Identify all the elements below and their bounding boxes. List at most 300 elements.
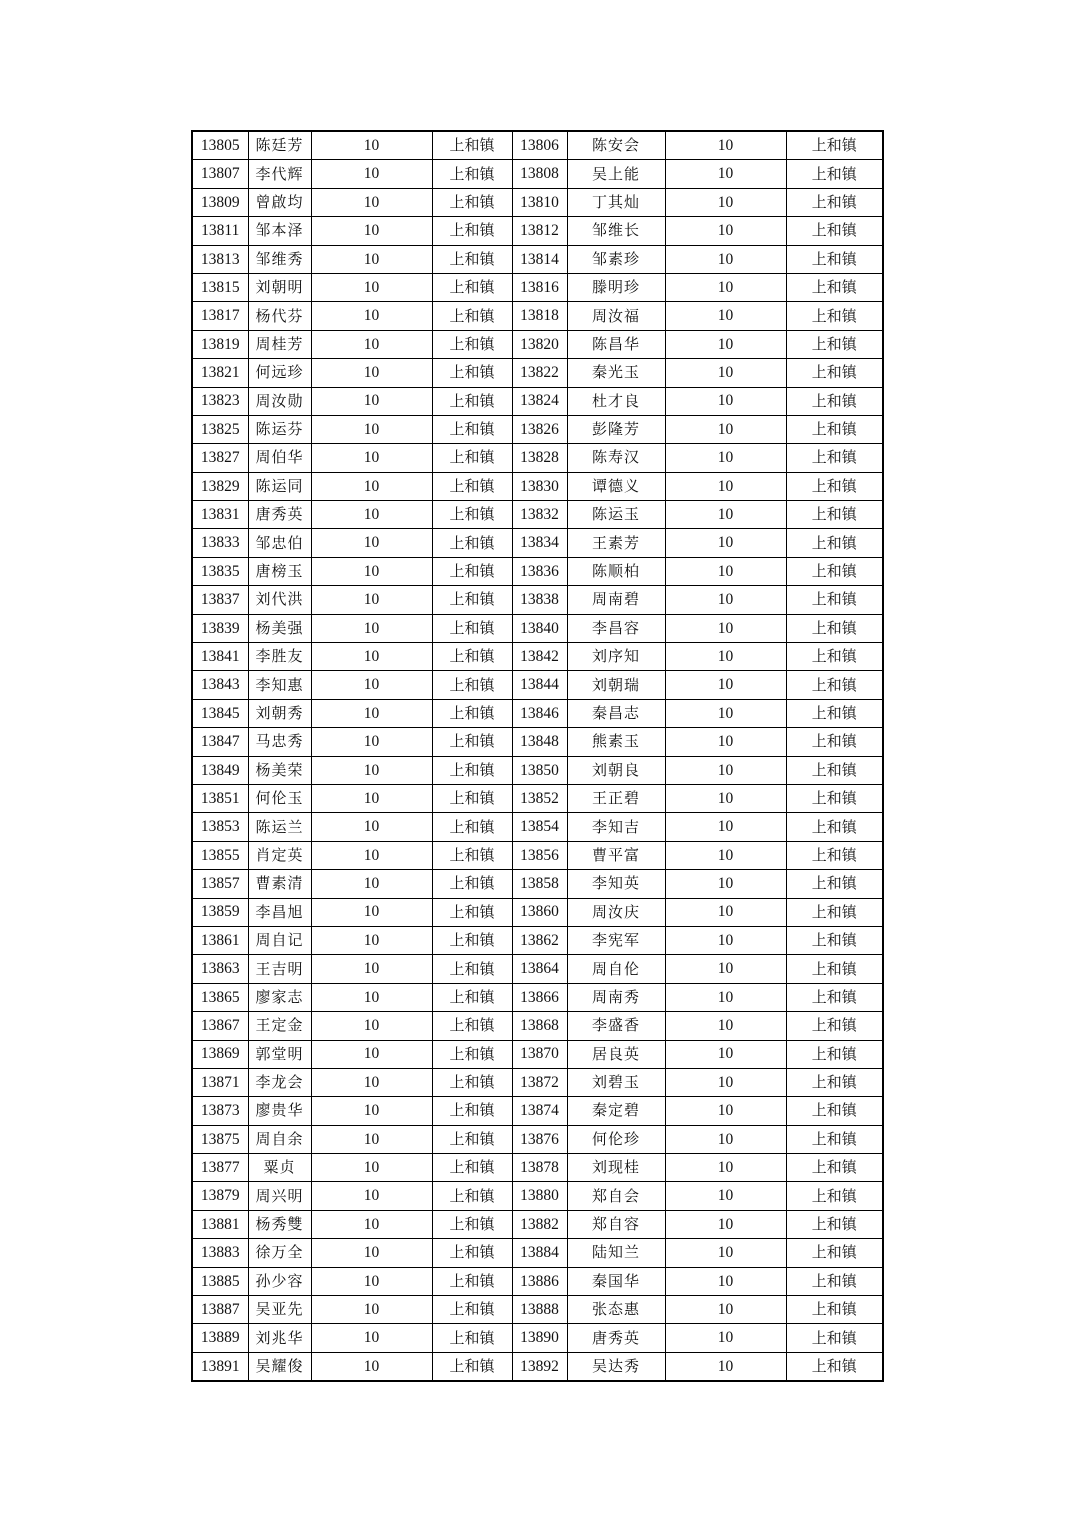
right-town-cell: 上和镇 [786, 359, 883, 387]
left-amount-cell: 10 [311, 1182, 432, 1210]
left-amount-cell: 10 [311, 501, 432, 529]
right-id-cell: 13868 [512, 1012, 567, 1040]
right-name-cell: 刘现桂 [567, 1154, 665, 1182]
table-row [192, 1296, 883, 1324]
right-amount-cell: 10 [665, 273, 786, 301]
left-id-cell: 13843 [192, 671, 248, 699]
left-amount-cell: 10 [311, 756, 432, 784]
right-town-cell: 上和镇 [786, 217, 883, 245]
right-name-cell: 周南碧 [567, 586, 665, 614]
right-amount-cell: 10 [665, 444, 786, 472]
left-name-cell: 粟贞 [248, 1154, 311, 1182]
left-amount-cell: 10 [311, 1154, 432, 1182]
right-amount-cell: 10 [665, 472, 786, 500]
left-amount-cell: 10 [311, 131, 432, 160]
left-town-cell: 上和镇 [432, 1239, 512, 1267]
left-name-cell: 邹维秀 [248, 245, 311, 273]
right-name-cell: 陈寿汉 [567, 444, 665, 472]
right-town-cell: 上和镇 [786, 699, 883, 727]
table-row [192, 898, 883, 926]
left-town-cell: 上和镇 [432, 444, 512, 472]
right-name-cell: 刘碧玉 [567, 1068, 665, 1096]
right-name-cell: 李宪军 [567, 926, 665, 954]
right-town-cell: 上和镇 [786, 841, 883, 869]
right-id-cell: 13830 [512, 472, 567, 500]
right-id-cell: 13832 [512, 501, 567, 529]
right-name-cell: 陈安会 [567, 131, 665, 160]
left-id-cell: 13811 [192, 217, 248, 245]
right-town-cell: 上和镇 [786, 586, 883, 614]
right-town-cell: 上和镇 [786, 387, 883, 415]
right-town-cell: 上和镇 [786, 1352, 883, 1381]
right-name-cell: 王正碧 [567, 784, 665, 812]
right-id-cell: 13844 [512, 671, 567, 699]
right-amount-cell: 10 [665, 1267, 786, 1295]
right-id-cell: 13864 [512, 955, 567, 983]
left-amount-cell: 10 [311, 841, 432, 869]
table-row [192, 1324, 883, 1352]
table-row [192, 756, 883, 784]
right-id-cell: 13890 [512, 1324, 567, 1352]
left-name-cell: 刘朝明 [248, 273, 311, 301]
right-amount-cell: 10 [665, 387, 786, 415]
table-row [192, 614, 883, 642]
left-town-cell: 上和镇 [432, 983, 512, 1011]
left-name-cell: 廖家志 [248, 983, 311, 1011]
right-id-cell: 13826 [512, 415, 567, 443]
right-id-cell: 13808 [512, 160, 567, 188]
left-town-cell: 上和镇 [432, 131, 512, 160]
left-amount-cell: 10 [311, 813, 432, 841]
left-amount-cell: 10 [311, 728, 432, 756]
left-id-cell: 13825 [192, 415, 248, 443]
right-town-cell: 上和镇 [786, 1182, 883, 1210]
table-row [192, 1125, 883, 1153]
left-id-cell: 13823 [192, 387, 248, 415]
left-name-cell: 周汝勋 [248, 387, 311, 415]
right-name-cell: 李知吉 [567, 813, 665, 841]
left-amount-cell: 10 [311, 671, 432, 699]
left-town-cell: 上和镇 [432, 1182, 512, 1210]
right-name-cell: 唐秀英 [567, 1324, 665, 1352]
right-town-cell: 上和镇 [786, 415, 883, 443]
left-town-cell: 上和镇 [432, 330, 512, 358]
table-row [192, 1012, 883, 1040]
right-amount-cell: 10 [665, 1154, 786, 1182]
left-town-cell: 上和镇 [432, 1267, 512, 1295]
left-amount-cell: 10 [311, 1012, 432, 1040]
right-id-cell: 13822 [512, 359, 567, 387]
left-town-cell: 上和镇 [432, 217, 512, 245]
right-amount-cell: 10 [665, 586, 786, 614]
right-name-cell: 陈运玉 [567, 501, 665, 529]
left-amount-cell: 10 [311, 1125, 432, 1153]
left-id-cell: 13809 [192, 188, 248, 216]
right-amount-cell: 10 [665, 557, 786, 585]
left-name-cell: 周兴明 [248, 1182, 311, 1210]
right-id-cell: 13878 [512, 1154, 567, 1182]
right-town-cell: 上和镇 [786, 330, 883, 358]
right-name-cell: 秦国华 [567, 1267, 665, 1295]
left-amount-cell: 10 [311, 898, 432, 926]
left-amount-cell: 10 [311, 273, 432, 301]
table-row [192, 359, 883, 387]
right-amount-cell: 10 [665, 728, 786, 756]
left-town-cell: 上和镇 [432, 415, 512, 443]
right-name-cell: 刘序知 [567, 643, 665, 671]
table-row [192, 813, 883, 841]
table-row [192, 217, 883, 245]
left-name-cell: 陈运芬 [248, 415, 311, 443]
right-amount-cell: 10 [665, 983, 786, 1011]
table-row [192, 1040, 883, 1068]
right-amount-cell: 10 [665, 699, 786, 727]
left-amount-cell: 10 [311, 586, 432, 614]
left-id-cell: 13827 [192, 444, 248, 472]
right-town-cell: 上和镇 [786, 614, 883, 642]
right-name-cell: 陈顺柏 [567, 557, 665, 585]
left-id-cell: 13851 [192, 784, 248, 812]
left-name-cell: 肖定英 [248, 841, 311, 869]
right-amount-cell: 10 [665, 813, 786, 841]
left-amount-cell: 10 [311, 302, 432, 330]
left-name-cell: 李代辉 [248, 160, 311, 188]
right-amount-cell: 10 [665, 188, 786, 216]
table-row [192, 1267, 883, 1295]
left-id-cell: 13889 [192, 1324, 248, 1352]
left-town-cell: 上和镇 [432, 529, 512, 557]
right-id-cell: 13876 [512, 1125, 567, 1153]
right-amount-cell: 10 [665, 756, 786, 784]
right-amount-cell: 10 [665, 614, 786, 642]
right-name-cell: 曹平富 [567, 841, 665, 869]
left-town-cell: 上和镇 [432, 1012, 512, 1040]
right-amount-cell: 10 [665, 1012, 786, 1040]
left-town-cell: 上和镇 [432, 501, 512, 529]
left-id-cell: 13833 [192, 529, 248, 557]
right-amount-cell: 10 [665, 926, 786, 954]
right-id-cell: 13816 [512, 273, 567, 301]
right-town-cell: 上和镇 [786, 756, 883, 784]
left-amount-cell: 10 [311, 444, 432, 472]
left-id-cell: 13865 [192, 983, 248, 1011]
left-town-cell: 上和镇 [432, 756, 512, 784]
table-row [192, 1097, 883, 1125]
left-amount-cell: 10 [311, 1210, 432, 1238]
right-id-cell: 13870 [512, 1040, 567, 1068]
left-id-cell: 13891 [192, 1352, 248, 1381]
left-name-cell: 李龙会 [248, 1068, 311, 1096]
left-amount-cell: 10 [311, 359, 432, 387]
right-amount-cell: 10 [665, 359, 786, 387]
right-name-cell: 秦昌志 [567, 699, 665, 727]
left-id-cell: 13841 [192, 643, 248, 671]
left-id-cell: 13879 [192, 1182, 248, 1210]
table-row [192, 472, 883, 500]
right-id-cell: 13820 [512, 330, 567, 358]
table-row [192, 870, 883, 898]
left-amount-cell: 10 [311, 387, 432, 415]
left-town-cell: 上和镇 [432, 1040, 512, 1068]
right-id-cell: 13852 [512, 784, 567, 812]
left-name-cell: 王吉明 [248, 955, 311, 983]
right-town-cell: 上和镇 [786, 529, 883, 557]
left-amount-cell: 10 [311, 1239, 432, 1267]
left-id-cell: 13845 [192, 699, 248, 727]
left-name-cell: 曾啟均 [248, 188, 311, 216]
right-town-cell: 上和镇 [786, 643, 883, 671]
left-name-cell: 杨代芬 [248, 302, 311, 330]
left-id-cell: 13885 [192, 1267, 248, 1295]
left-town-cell: 上和镇 [432, 359, 512, 387]
left-id-cell: 13857 [192, 870, 248, 898]
right-town-cell: 上和镇 [786, 188, 883, 216]
left-amount-cell: 10 [311, 1040, 432, 1068]
right-amount-cell: 10 [665, 529, 786, 557]
right-amount-cell: 10 [665, 302, 786, 330]
left-name-cell: 唐秀英 [248, 501, 311, 529]
table-row [192, 699, 883, 727]
left-name-cell: 邹本泽 [248, 217, 311, 245]
left-town-cell: 上和镇 [432, 1125, 512, 1153]
right-amount-cell: 10 [665, 160, 786, 188]
left-name-cell: 吴耀俊 [248, 1352, 311, 1381]
left-amount-cell: 10 [311, 955, 432, 983]
right-name-cell: 周南秀 [567, 983, 665, 1011]
roster-table [191, 130, 884, 1382]
left-amount-cell: 10 [311, 614, 432, 642]
left-town-cell: 上和镇 [432, 841, 512, 869]
left-id-cell: 13853 [192, 813, 248, 841]
right-name-cell: 张态惠 [567, 1296, 665, 1324]
right-town-cell: 上和镇 [786, 302, 883, 330]
right-id-cell: 13850 [512, 756, 567, 784]
right-name-cell: 熊素玉 [567, 728, 665, 756]
right-name-cell: 彭隆芳 [567, 415, 665, 443]
left-name-cell: 杨美强 [248, 614, 311, 642]
left-name-cell: 曹素清 [248, 870, 311, 898]
table-row [192, 784, 883, 812]
right-id-cell: 13810 [512, 188, 567, 216]
right-town-cell: 上和镇 [786, 898, 883, 926]
left-amount-cell: 10 [311, 1097, 432, 1125]
right-id-cell: 13842 [512, 643, 567, 671]
table-row [192, 415, 883, 443]
left-name-cell: 唐榜玉 [248, 557, 311, 585]
right-name-cell: 秦定碧 [567, 1097, 665, 1125]
right-amount-cell: 10 [665, 1040, 786, 1068]
left-name-cell: 李昌旭 [248, 898, 311, 926]
right-id-cell: 13818 [512, 302, 567, 330]
left-name-cell: 杨美荣 [248, 756, 311, 784]
right-name-cell: 周汝福 [567, 302, 665, 330]
right-amount-cell: 10 [665, 955, 786, 983]
left-id-cell: 13859 [192, 898, 248, 926]
table-row [192, 387, 883, 415]
right-id-cell: 13812 [512, 217, 567, 245]
right-town-cell: 上和镇 [786, 472, 883, 500]
left-amount-cell: 10 [311, 557, 432, 585]
right-amount-cell: 10 [665, 1097, 786, 1125]
left-id-cell: 13821 [192, 359, 248, 387]
left-name-cell: 徐万全 [248, 1239, 311, 1267]
left-id-cell: 13813 [192, 245, 248, 273]
right-town-cell: 上和镇 [786, 1296, 883, 1324]
table-row [192, 983, 883, 1011]
right-town-cell: 上和镇 [786, 160, 883, 188]
right-town-cell: 上和镇 [786, 501, 883, 529]
left-town-cell: 上和镇 [432, 898, 512, 926]
right-id-cell: 13872 [512, 1068, 567, 1096]
table-row [192, 131, 883, 160]
right-id-cell: 13854 [512, 813, 567, 841]
right-id-cell: 13858 [512, 870, 567, 898]
right-name-cell: 秦光玉 [567, 359, 665, 387]
right-amount-cell: 10 [665, 1182, 786, 1210]
right-id-cell: 13828 [512, 444, 567, 472]
left-name-cell: 陈运兰 [248, 813, 311, 841]
table-row [192, 926, 883, 954]
left-id-cell: 13839 [192, 614, 248, 642]
left-town-cell: 上和镇 [432, 813, 512, 841]
left-name-cell: 孙少容 [248, 1267, 311, 1295]
right-town-cell: 上和镇 [786, 813, 883, 841]
right-id-cell: 13884 [512, 1239, 567, 1267]
table-row [192, 671, 883, 699]
right-amount-cell: 10 [665, 898, 786, 926]
right-name-cell: 郑自容 [567, 1210, 665, 1238]
right-town-cell: 上和镇 [786, 1267, 883, 1295]
left-amount-cell: 10 [311, 160, 432, 188]
table-row [192, 330, 883, 358]
left-town-cell: 上和镇 [432, 614, 512, 642]
right-id-cell: 13836 [512, 557, 567, 585]
right-town-cell: 上和镇 [786, 1068, 883, 1096]
left-town-cell: 上和镇 [432, 1210, 512, 1238]
right-name-cell: 李盛香 [567, 1012, 665, 1040]
left-id-cell: 13817 [192, 302, 248, 330]
right-name-cell: 何伦珍 [567, 1125, 665, 1153]
left-id-cell: 13869 [192, 1040, 248, 1068]
table-row [192, 501, 883, 529]
right-amount-cell: 10 [665, 245, 786, 273]
right-id-cell: 13874 [512, 1097, 567, 1125]
left-amount-cell: 10 [311, 983, 432, 1011]
right-amount-cell: 10 [665, 1296, 786, 1324]
right-amount-cell: 10 [665, 330, 786, 358]
right-name-cell: 陈昌华 [567, 330, 665, 358]
table-row [192, 302, 883, 330]
left-town-cell: 上和镇 [432, 160, 512, 188]
left-amount-cell: 10 [311, 415, 432, 443]
right-name-cell: 郑自会 [567, 1182, 665, 1210]
right-name-cell: 刘朝良 [567, 756, 665, 784]
left-amount-cell: 10 [311, 188, 432, 216]
right-id-cell: 13880 [512, 1182, 567, 1210]
right-name-cell: 周汝庆 [567, 898, 665, 926]
right-id-cell: 13838 [512, 586, 567, 614]
left-amount-cell: 10 [311, 1324, 432, 1352]
right-id-cell: 13834 [512, 529, 567, 557]
right-name-cell: 周自伦 [567, 955, 665, 983]
table-row [192, 643, 883, 671]
right-name-cell: 吴达秀 [567, 1352, 665, 1381]
right-amount-cell: 10 [665, 501, 786, 529]
right-town-cell: 上和镇 [786, 1125, 883, 1153]
right-amount-cell: 10 [665, 784, 786, 812]
left-name-cell: 周自记 [248, 926, 311, 954]
left-town-cell: 上和镇 [432, 699, 512, 727]
right-amount-cell: 10 [665, 643, 786, 671]
right-name-cell: 吴上能 [567, 160, 665, 188]
table-row [192, 188, 883, 216]
left-name-cell: 杨秀雙 [248, 1210, 311, 1238]
left-name-cell: 何远珍 [248, 359, 311, 387]
right-name-cell: 邹维长 [567, 217, 665, 245]
left-amount-cell: 10 [311, 1267, 432, 1295]
right-name-cell: 李知英 [567, 870, 665, 898]
right-town-cell: 上和镇 [786, 1040, 883, 1068]
left-amount-cell: 10 [311, 1068, 432, 1096]
right-id-cell: 13846 [512, 699, 567, 727]
right-town-cell: 上和镇 [786, 1097, 883, 1125]
table-row [192, 586, 883, 614]
left-town-cell: 上和镇 [432, 1068, 512, 1096]
right-name-cell: 李昌容 [567, 614, 665, 642]
left-town-cell: 上和镇 [432, 728, 512, 756]
right-town-cell: 上和镇 [786, 1210, 883, 1238]
right-name-cell: 杜才良 [567, 387, 665, 415]
left-amount-cell: 10 [311, 245, 432, 273]
right-id-cell: 13886 [512, 1267, 567, 1295]
table-row [192, 1182, 883, 1210]
table-row [192, 245, 883, 273]
right-name-cell: 滕明珍 [567, 273, 665, 301]
left-town-cell: 上和镇 [432, 387, 512, 415]
left-amount-cell: 10 [311, 699, 432, 727]
left-name-cell: 邹忠伯 [248, 529, 311, 557]
right-amount-cell: 10 [665, 1210, 786, 1238]
right-town-cell: 上和镇 [786, 728, 883, 756]
left-town-cell: 上和镇 [432, 784, 512, 812]
right-id-cell: 13862 [512, 926, 567, 954]
table-row [192, 1239, 883, 1267]
left-id-cell: 13829 [192, 472, 248, 500]
table-row [192, 529, 883, 557]
right-id-cell: 13860 [512, 898, 567, 926]
left-amount-cell: 10 [311, 1296, 432, 1324]
table-row [192, 1154, 883, 1182]
left-id-cell: 13849 [192, 756, 248, 784]
left-town-cell: 上和镇 [432, 643, 512, 671]
left-town-cell: 上和镇 [432, 1097, 512, 1125]
left-id-cell: 13887 [192, 1296, 248, 1324]
right-id-cell: 13848 [512, 728, 567, 756]
left-name-cell: 马忠秀 [248, 728, 311, 756]
right-id-cell: 13824 [512, 387, 567, 415]
left-town-cell: 上和镇 [432, 926, 512, 954]
right-id-cell: 13856 [512, 841, 567, 869]
right-amount-cell: 10 [665, 1239, 786, 1267]
right-id-cell: 13866 [512, 983, 567, 1011]
left-name-cell: 周伯华 [248, 444, 311, 472]
left-town-cell: 上和镇 [432, 557, 512, 585]
left-id-cell: 13815 [192, 273, 248, 301]
left-town-cell: 上和镇 [432, 472, 512, 500]
left-name-cell: 刘兆华 [248, 1324, 311, 1352]
right-town-cell: 上和镇 [786, 983, 883, 1011]
table-row [192, 841, 883, 869]
